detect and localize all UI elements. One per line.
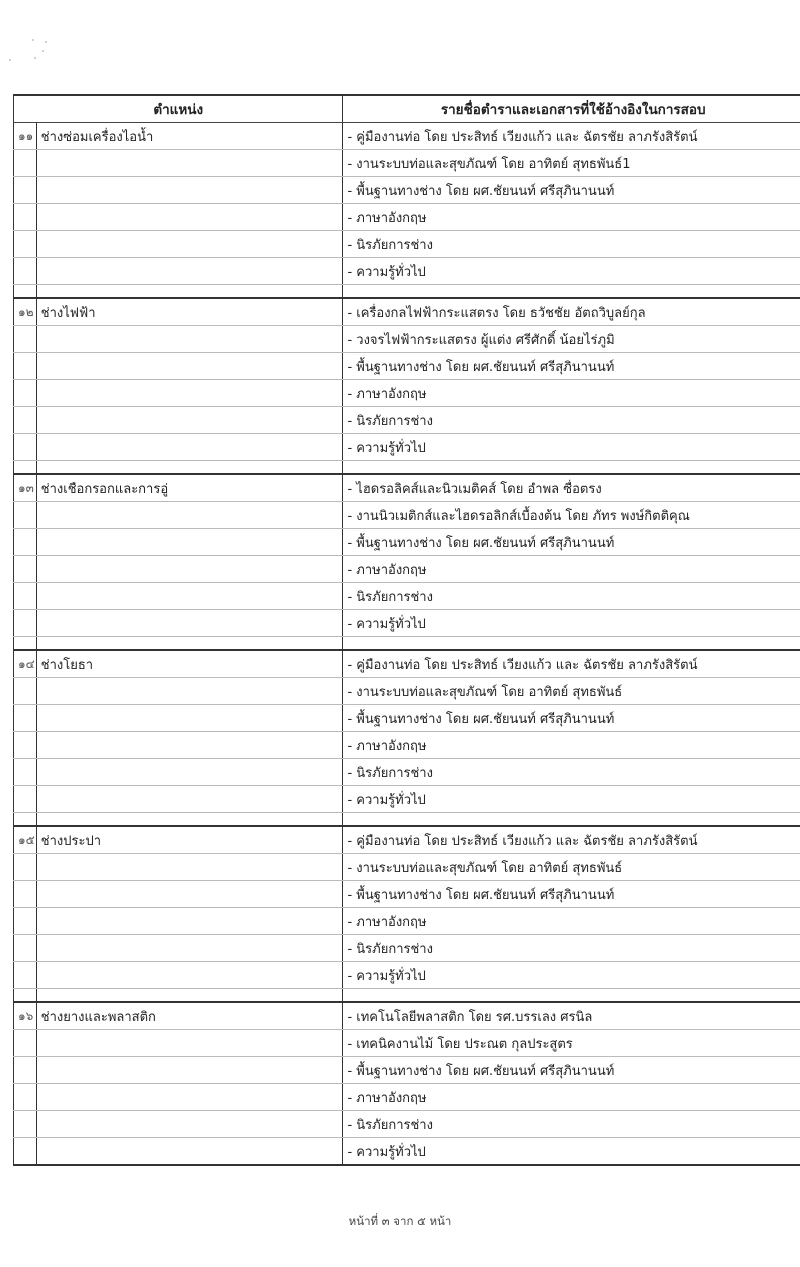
reference-table — [13, 94, 800, 1166]
row-number — [14, 231, 37, 258]
row-number — [14, 326, 37, 353]
reference-item: - คู่มืองานท่อ โดย ประสิทธ์ เวียงแก้ว และ ฉัตรชัย ลาภรังสิรัตน์ — [343, 650, 800, 678]
position-name: ช่างโยธา — [36, 650, 343, 678]
table-row — [14, 380, 800, 407]
reference-item: - นิรภัยการช่าง — [343, 935, 800, 962]
table-row — [14, 258, 800, 285]
section-spacer-row — [14, 637, 800, 651]
spacer-cell — [343, 989, 800, 1003]
table-row — [14, 326, 800, 353]
scan-specks — [0, 30, 60, 70]
row-number — [14, 610, 37, 637]
row-number — [14, 407, 37, 434]
table-row — [14, 1057, 800, 1084]
row-number — [14, 881, 37, 908]
position-name: ช่างประปา — [36, 826, 343, 854]
row-number — [14, 705, 37, 732]
table-row — [14, 407, 800, 434]
speck — [34, 57, 36, 59]
position-name — [36, 854, 343, 881]
row-number — [14, 1057, 37, 1084]
row-number — [14, 353, 37, 380]
reference-item: - ความรู้ทั่วไป — [343, 434, 800, 461]
row-number — [14, 1111, 37, 1138]
position-name — [36, 962, 343, 989]
table-row — [14, 732, 800, 759]
row-number — [14, 583, 37, 610]
table-row — [14, 583, 800, 610]
table-row — [14, 150, 800, 177]
row-number: ๑๔ — [14, 650, 37, 678]
table-row — [14, 231, 800, 258]
position-name — [36, 177, 343, 204]
row-number — [14, 204, 37, 231]
speck — [45, 41, 47, 43]
position-name — [36, 1111, 343, 1138]
table-row — [14, 353, 800, 380]
table-row — [14, 204, 800, 231]
row-number — [14, 529, 37, 556]
table-row — [14, 502, 800, 529]
reference-item: - ภาษาอังกฤษ — [343, 1084, 800, 1111]
position-name — [36, 908, 343, 935]
row-number — [14, 1030, 37, 1057]
reference-item: - นิรภัยการช่าง — [343, 583, 800, 610]
spacer-cell — [343, 461, 800, 475]
position-name — [36, 502, 343, 529]
reference-item: - ความรู้ทั่วไป — [343, 610, 800, 637]
spacer-cell — [14, 989, 37, 1003]
reference-item: - นิรภัยการช่าง — [343, 231, 800, 258]
position-name — [36, 1057, 343, 1084]
section-spacer-row — [14, 285, 800, 299]
row-number — [14, 1138, 37, 1166]
reference-item: - ภาษาอังกฤษ — [343, 204, 800, 231]
row-number: ๑๖ — [14, 1002, 37, 1030]
row-number — [14, 908, 37, 935]
row-number — [14, 678, 37, 705]
position-name — [36, 150, 343, 177]
speck — [42, 50, 44, 52]
row-number — [14, 1084, 37, 1111]
reference-item: - งานระบบท่อและสุขภัณฑ์ โดย อาทิตย์ สุทธพันธ์ — [343, 678, 800, 705]
reference-item: - พื้นฐานทางช่าง โดย ผศ.ชัยนนท์ ศรีสุภินานนท์ — [343, 881, 800, 908]
row-number — [14, 502, 37, 529]
reference-item: - ภาษาอังกฤษ — [343, 908, 800, 935]
table-row — [14, 962, 800, 989]
reference-item: - เทคนิคงานไม้ โดย ประณต กุลประสูตร — [343, 1030, 800, 1057]
reference-item: - เครื่องกลไฟฟ้ากระแสตรง โดย ธวัชชัย อัตถวิบูลย์กุล — [343, 298, 800, 326]
table-row — [14, 854, 800, 881]
reference-item: - พื้นฐานทางช่าง โดย ผศ.ชัยนนท์ ศรีสุภินานนท์ — [343, 1057, 800, 1084]
position-name — [36, 380, 343, 407]
table-row — [14, 935, 800, 962]
position-name — [36, 1030, 343, 1057]
table-row — [14, 678, 800, 705]
position-name — [36, 1138, 343, 1166]
spacer-cell — [14, 285, 37, 299]
row-number — [14, 380, 37, 407]
section-spacer-row — [14, 813, 800, 827]
table-row — [14, 298, 800, 326]
reference-item: - งานระบบท่อและสุขภัณฑ์ โดย อาทิตย์ สุทธพันธ์1 — [343, 150, 800, 177]
row-number — [14, 759, 37, 786]
spacer-cell — [36, 637, 343, 651]
reference-item: - ภาษาอังกฤษ — [343, 380, 800, 407]
reference-item: - พื้นฐานทางช่าง โดย ผศ.ชัยนนท์ ศรีสุภินานนท์ — [343, 177, 800, 204]
position-name — [36, 705, 343, 732]
page-number: หน้าที่ ๓ จาก ๕ หน้า — [348, 1214, 452, 1228]
reference-item: - พื้นฐานทางช่าง โดย ผศ.ชัยนนท์ ศรีสุภินานนท์ — [343, 353, 800, 380]
reference-item: - งานนิวเมติกส์และไฮดรอลิกส์เบื้องต้น โดย ภัทร พงษ์กิตติคุณ — [343, 502, 800, 529]
reference-item: - นิรภัยการช่าง — [343, 407, 800, 434]
table-row — [14, 759, 800, 786]
reference-item: - ภาษาอังกฤษ — [343, 732, 800, 759]
reference-item: - นิรภัยการช่าง — [343, 1111, 800, 1138]
position-name — [36, 204, 343, 231]
position-name — [36, 407, 343, 434]
row-number — [14, 434, 37, 461]
position-name — [36, 258, 343, 285]
table-row — [14, 650, 800, 678]
position-name — [36, 326, 343, 353]
row-number — [14, 258, 37, 285]
position-name: ช่างไฟฟ้า — [36, 298, 343, 326]
table-row — [14, 610, 800, 637]
spacer-cell — [36, 461, 343, 475]
spacer-cell — [343, 285, 800, 299]
table-row — [14, 1111, 800, 1138]
row-number: ๑๕ — [14, 826, 37, 854]
position-name — [36, 583, 343, 610]
table-row — [14, 529, 800, 556]
table-row — [14, 1002, 800, 1030]
table-row — [14, 123, 800, 150]
speck — [32, 39, 34, 41]
reference-item: - ความรู้ทั่วไป — [343, 962, 800, 989]
spacer-cell — [14, 461, 37, 475]
reference-item: - ภาษาอังกฤษ — [343, 556, 800, 583]
position-name — [36, 935, 343, 962]
reference-item: - พื้นฐานทางช่าง โดย ผศ.ชัยนนท์ ศรีสุภินานนท์ — [343, 529, 800, 556]
reference-item: - ไฮดรอลิคส์และนิวเมติคส์ โดย อำพล ซื่อตรง — [343, 474, 800, 502]
position-name — [36, 732, 343, 759]
table-row — [14, 908, 800, 935]
row-number — [14, 786, 37, 813]
section-spacer-row — [14, 989, 800, 1003]
row-number: ๑๑ — [14, 123, 37, 150]
spacer-cell — [14, 813, 37, 827]
table-row — [14, 1138, 800, 1166]
position-name: ช่างยางและพลาสติก — [36, 1002, 343, 1030]
reference-item: - วงจรไฟฟ้ากระแสตรง ผู้แต่ง ศรีศักดิ์ น้อยไร่ภูมิ — [343, 326, 800, 353]
row-number — [14, 150, 37, 177]
position-name: ช่างเชือกรอกและการอู่ — [36, 474, 343, 502]
table-header-row — [14, 95, 800, 123]
table-row — [14, 177, 800, 204]
reference-item: - ความรู้ทั่วไป — [343, 258, 800, 285]
reference-item: - นิรภัยการช่าง — [343, 759, 800, 786]
row-number: ๑๒ — [14, 298, 37, 326]
spacer-cell — [36, 989, 343, 1003]
spacer-cell — [36, 813, 343, 827]
section-spacer-row — [14, 461, 800, 475]
reference-item: - คู่มืองานท่อ โดย ประสิทธ์ เวียงแก้ว และ ฉัตรชัย ลาภรังสิรัตน์ — [343, 123, 800, 150]
row-number — [14, 962, 37, 989]
position-name — [36, 434, 343, 461]
position-name — [36, 231, 343, 258]
row-number — [14, 732, 37, 759]
row-number — [14, 556, 37, 583]
reference-item: - พื้นฐานทางช่าง โดย ผศ.ชัยนนท์ ศรีสุภินานนท์ — [343, 705, 800, 732]
position-name — [36, 678, 343, 705]
table-row — [14, 474, 800, 502]
table-row — [14, 556, 800, 583]
row-number — [14, 177, 37, 204]
position-name — [36, 353, 343, 380]
position-name — [36, 759, 343, 786]
position-name — [36, 1084, 343, 1111]
row-number — [14, 854, 37, 881]
reference-item: - ความรู้ทั่วไป — [343, 1138, 800, 1166]
table-row — [14, 826, 800, 854]
position-name: ช่างซ่อมเครื่องไอน้ำ — [36, 123, 343, 150]
table-row — [14, 1030, 800, 1057]
reference-item: - ความรู้ทั่วไป — [343, 786, 800, 813]
position-name — [36, 786, 343, 813]
spacer-cell — [14, 637, 37, 651]
table-row — [14, 881, 800, 908]
reference-item: - งานระบบท่อและสุขภัณฑ์ โดย อาทิตย์ สุทธพันธ์ — [343, 854, 800, 881]
position-name — [36, 881, 343, 908]
table-body — [14, 123, 800, 1166]
header-references: รายชื่อตำราและเอกสารที่ใช้อ้างอิงในการสอบ — [343, 95, 800, 123]
table-row — [14, 434, 800, 461]
position-name — [36, 529, 343, 556]
speck — [9, 59, 11, 61]
spacer-cell — [343, 637, 800, 651]
table-row — [14, 705, 800, 732]
spacer-cell — [36, 285, 343, 299]
reference-item: - เทคโนโลยีพลาสติก โดย รศ.บรรเลง ศรนิล — [343, 1002, 800, 1030]
table-row — [14, 1084, 800, 1111]
row-number: ๑๓ — [14, 474, 37, 502]
header-position: ตำแหน่ง — [14, 95, 343, 123]
table-row — [14, 786, 800, 813]
reference-item: - คู่มืองานท่อ โดย ประสิทธ์ เวียงแก้ว และ ฉัตรชัย ลาภรังสิรัตน์ — [343, 826, 800, 854]
position-name — [36, 556, 343, 583]
row-number — [14, 935, 37, 962]
spacer-cell — [343, 813, 800, 827]
position-name — [36, 610, 343, 637]
